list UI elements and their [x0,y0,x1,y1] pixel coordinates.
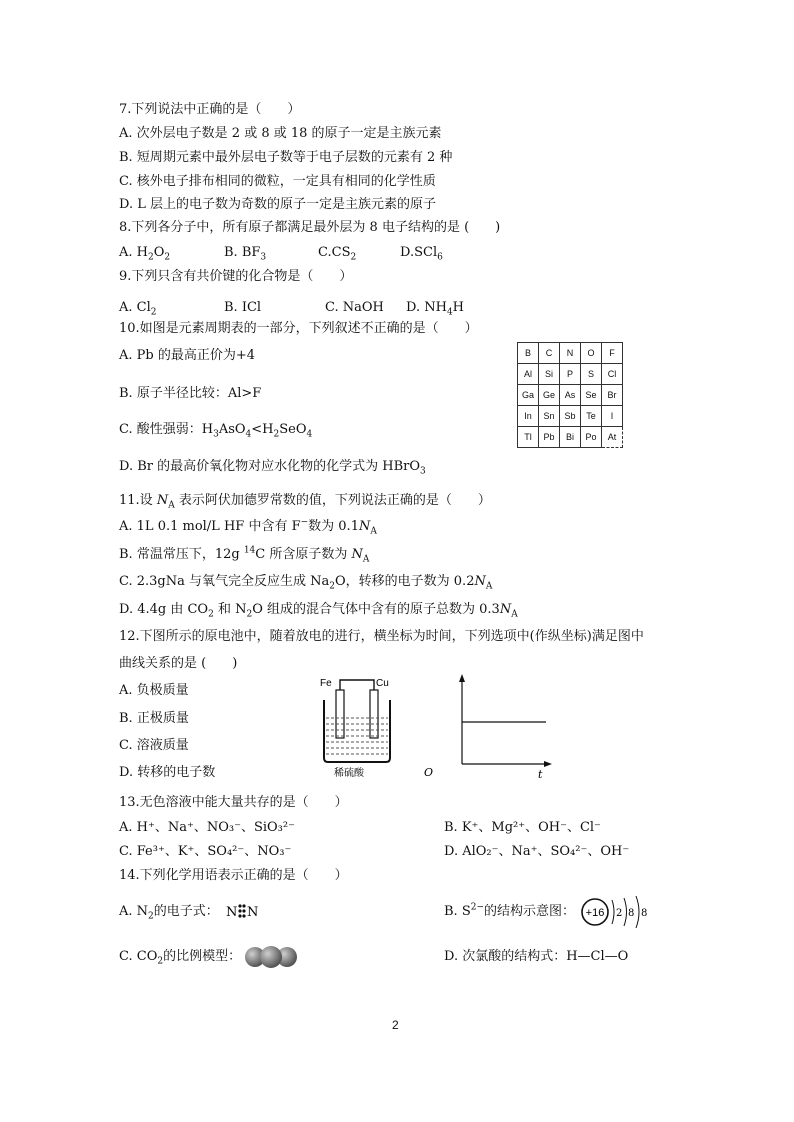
time-graph [420,672,560,782]
q7-stem: 7.下列说法中正确的是（ ） [119,102,301,117]
periodic-table-fragment [517,342,623,448]
element-cell: O [581,343,602,364]
q12-option-a: A. 负极质量 [119,683,189,698]
element-cell: F [602,343,623,364]
element-cell: I [602,406,623,427]
q12-option-c: C. 溶液质量 [119,738,189,753]
q9-stem: 9.下列只含有共价键的化合物是（ ） [119,269,353,284]
q10-option-c: C. 酸性强弱：$H_3AsO_4<H_2SeO_4$ [119,422,313,440]
q13-option-b: B. K⁺、Mg²⁺、OH⁻、Cl⁻ [444,820,601,835]
q7-option-d: D. L 层上的电子数为奇数的原子一定是主族元素的原子 [119,197,436,212]
q10-option-a: A. Pb 的最高正价为+4 [119,348,256,363]
q8-option-a: A. $H_2O_2$ [119,245,171,263]
element-cell: Sn [539,406,560,427]
q14-stem: 14.下列化学用语表示正确的是（ ） [119,868,348,883]
n-atom-left: N [226,905,238,920]
q9-option-c: C. NaOH [325,300,384,315]
q7-option-b: B. 短周期元素中最外层电子数等于电子层数的元素有 2 种 [119,150,453,165]
q11-option-b: B. 常温常压下，12g $^{14}$C 所含原子数为 $N_A$ [119,545,370,565]
element-cell: Si [539,364,560,385]
nucleus-charge: +16 [585,907,605,919]
element-cell: C [539,343,560,364]
element-cell: In [518,406,539,427]
q11-option-c: C. 2.3gNa 与氧气完全反应生成 $Na_2O$，转移的电子数为 $0.2N_A$ [119,574,493,592]
q14-option-b: B. $S^{2-}$的结构示意图： [444,902,576,919]
q9-option-b: B. ICl [224,300,262,315]
n2-electron-formula [224,900,264,922]
q7-option-a: A. 次外层电子数是 2 或 8 或 18 的原子一定是主族元素 [119,126,442,141]
q8-stem: 8.下列各分子中，所有原子都满足最外层为 8 电子结构的是 ( ) [119,220,501,235]
q9-option-a: A. $Cl_2$ [119,300,157,318]
t-axis-label: t [538,768,543,781]
element-cell: N [560,343,581,364]
element-cell: Po [581,427,602,448]
s2-structure-diagram [580,892,660,932]
q12-option-d: D. 转移的电子数 [119,765,216,780]
element-cell: Al [518,364,539,385]
element-cell: At [602,427,623,448]
q8-option-d: D.SCl$_6$ [400,245,443,263]
element-cell: B [518,343,539,364]
fe-electrode-label: Fe [320,678,332,689]
shell-1-count: 2 [616,908,623,919]
shell-3-count: 8 [641,908,648,919]
q14-option-c: C. $CO_2$的比例模型： [119,949,242,967]
n-atom-right: N [247,905,259,920]
q7-option-c: C. 核外电子排布相同的微粒，一定具有相同的化学性质 [119,174,436,189]
element-cell: Se [581,385,602,406]
acid-label: 稀硫酸 [334,768,364,779]
q10-option-b: B. 原子半径比较：Al>F [119,386,262,401]
element-cell: Te [581,406,602,427]
element-cell: S [581,364,602,385]
element-cell: Br [602,385,623,406]
q12-option-b: B. 正极质量 [119,711,189,726]
element-cell: Ga [518,385,539,406]
q8-option-b: B. $BF_3$ [224,245,267,263]
q8-option-c: $C.CS_2$ [318,245,357,263]
element-cell: Cl [602,364,623,385]
q11-option-a: A. 1L 0.1 mol/L HF 中含有 F−数为 $0.1N_A$ [119,517,377,537]
element-cell: Bi [560,427,581,448]
q13-stem: 13.无色溶液中能大量共存的是（ ） [119,795,348,810]
galvanic-cell-diagram [312,670,402,780]
q10-stem: 10.如图是元素周期表的一部分，下列叙述不正确的是（ ） [119,321,478,336]
q13-option-a: A. H⁺、Na⁺、NO₃⁻、SiO₃²⁻ [119,820,295,835]
element-cell: Ge [539,385,560,406]
q10-option-d: D. Br 的最高价氧化物对应水化物的化学式为 HBrO$_3$ [119,459,426,477]
page-number: 2 [392,1018,399,1032]
q12-stem-line2: 曲线关系的是 ( ) [119,656,238,671]
co2-space-filling-model [244,945,298,969]
q13-option-c: C. Fe³⁺、K⁺、SO₄²⁻、NO₃⁻ [119,844,292,859]
origin-label: O [424,766,434,779]
shell-2-count: 8 [628,908,635,919]
element-cell: As [560,385,581,406]
q13-option-d: D. AlO₂⁻、Na⁺、SO₄²⁻、OH⁻ [444,844,630,859]
q14-option-a: A. $N_2$的电子式： [119,904,219,922]
cu-electrode-label: Cu [376,678,389,689]
element-cell: P [560,364,581,385]
q11-stem: 11.设 $N_A$ 表示阿伏加德罗常数的值，下列说法正确的是（ ） [119,493,491,511]
q11-option-d: D. 4.4g 由 $CO_2$ 和 $N_2O$ 组成的混合气体中含有的原子总数为 $0.3N_A$ [119,602,518,620]
q9-option-d: D. $NH_4H$ [406,300,465,318]
q12-stem-line1: 12.下图所示的原电池中，随着放电的进行，横坐标为时间，下列选项中(作纵坐标)满足图中 [119,629,644,644]
q14-option-d: D. 次氯酸的结构式：H—Cl—O [444,949,629,964]
element-cell: Pb [539,427,560,448]
element-cell: Sb [560,406,581,427]
element-cell: Tl [518,427,539,448]
